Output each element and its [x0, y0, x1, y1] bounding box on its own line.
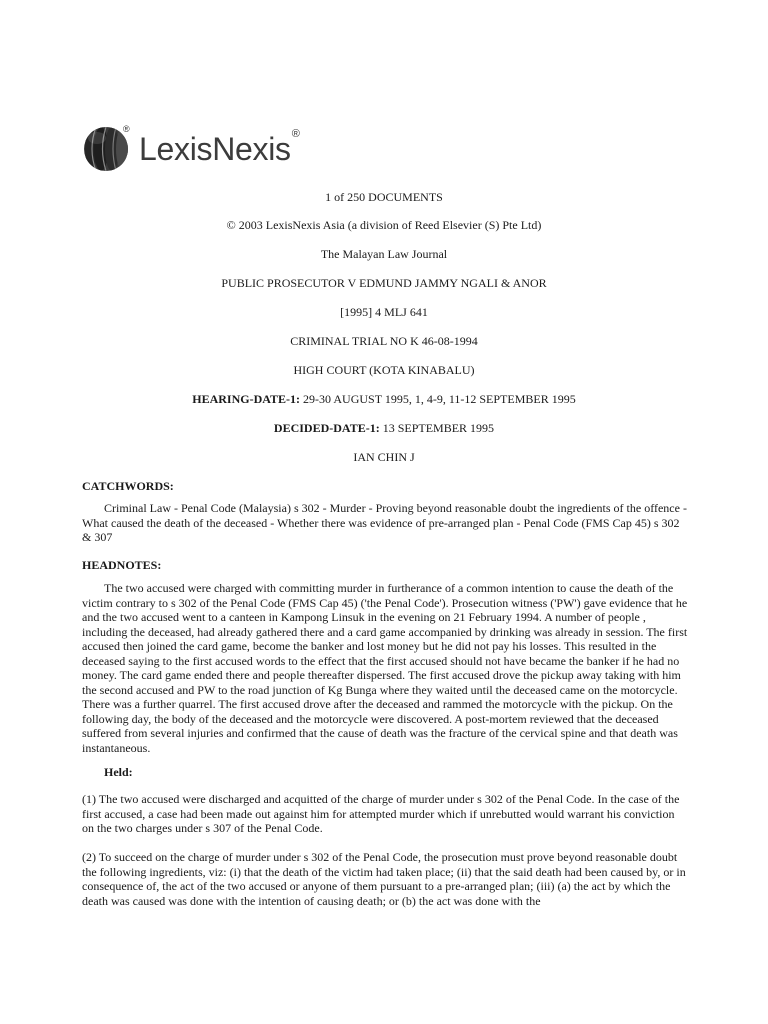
- headnotes-text: The two accused were charged with committing murder in furtherance of a common intention to cause the death of the victim contrary to s 302 of the Penal Code (FMS Cap 45) ('the Penal Code'). Prosecution witness ('PW') gave evidence that he and the two accused went to a canteen in Kampong Linsuk in the evening on 21 February 1994. A number of people , including the deceased, had already gathered there and a card game accompanied by drinking was already in session. The first accused then joined the card game, become the banker and lost money but he did not pay his losses. This resulted in the deceased saying to the first accused words to the effect that the first accused should not have became the banker if he had no money. The card game ended there and people thereafter dispersed. The first accused drove the pickup away taking with him the second accused and PW to the road junction of Kg Bunga where they waited until the deceased came on the motorcycle. There was a further quarrel. The first accused drove after the deceased and rammed the motorcycle with the pickup. On the following day, the body of the deceased and the motorcycle were discovered. A post-mortem reviewed that the deceased suffered from several injuries and confirmed that the cause of death was the fracture of the cervical spine and that death was instantaneous.: [82, 581, 688, 755]
- registered-mark-small: ®: [123, 124, 130, 134]
- brand-name: LexisNexis®: [139, 128, 300, 167]
- registered-mark: ®: [291, 128, 300, 140]
- hearing-date-label: HEARING-DATE-1:: [192, 392, 301, 406]
- catchwords-text: Criminal Law - Penal Code (Malaysia) s 302 - Murder - Proving beyond reasonable doubt the ingredients of the offence - What caused the death of the deceased - Whether there was evidence of pre-arranged plan - Penal Code (FMS Cap 45) s 302 & 307: [82, 501, 687, 544]
- decided-date-value: 13 SEPTEMBER 1995: [379, 421, 495, 435]
- document-count: 1 of 250 DOCUMENTS: [325, 190, 443, 204]
- decided-date-label: DECIDED-DATE-1:: [273, 421, 380, 435]
- catchwords-heading: CATCHWORDS:: [82, 479, 174, 493]
- decided-date: [0, 421, 768, 435]
- hearing-date: [0, 392, 768, 406]
- lexisnexis-logo: [83, 124, 300, 174]
- hearing-date-value: 29-30 AUGUST 1995, 1, 4-9, 11-12 SEPTEMBER 1995: [300, 392, 576, 406]
- citation: [1995] 4 MLJ 641: [340, 305, 428, 319]
- case-title: PUBLIC PROSECUTOR V EDMUND JAMMY NGALI & ANOR: [221, 276, 547, 290]
- lexisnexis-globe-icon: [83, 126, 129, 172]
- trial-number: CRIMINAL TRIAL NO K 46-08-1994: [290, 334, 478, 348]
- held-point-2: (2) To succeed on the charge of murder under s 302 of the Penal Code, the prosecution must prove beyond reasonable doubt the following ingredients, viz: (i) that the death of the victim had taken place; (ii) that the said death had been caused by, or in consequence of, the act of the two accused or anyone of them pursuant to a pre-arranged plan; (iii) (a) the act by which the death was caused was done with the intention of causing death; or (b) the act was done with the: [82, 850, 686, 908]
- court-name: HIGH COURT (KOTA KINABALU): [293, 363, 475, 377]
- judge-name: IAN CHIN J: [353, 450, 415, 464]
- headnotes-heading: HEADNOTES:: [82, 558, 162, 572]
- copyright-line: © 2003 LexisNexis Asia (a division of Reed Elsevier (S) Pte Ltd): [226, 218, 542, 232]
- held-point-1: (1) The two accused were discharged and acquitted of the charge of murder under s 302 of the Penal Code. In the case of the first accused, a case had been made out against him for attempted murder which if unrebutted would warrant his conviction on the two charges under s 307 of the Penal Code.: [82, 792, 680, 835]
- journal-name: The Malayan Law Journal: [320, 247, 448, 261]
- held-label: Held:: [104, 765, 133, 779]
